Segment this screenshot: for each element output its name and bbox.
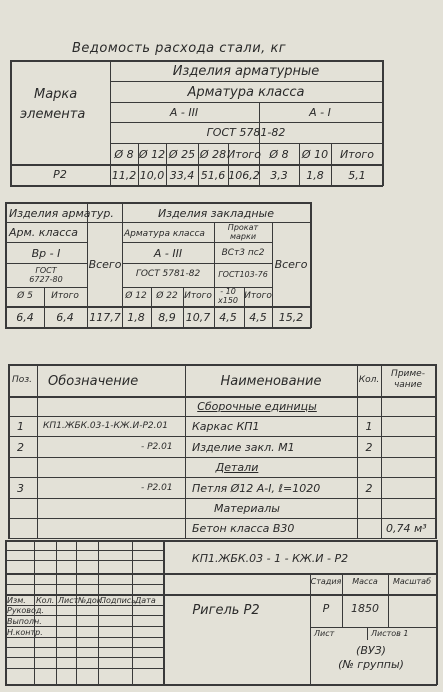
stage-header: Стадия: [310, 577, 342, 586]
subgroup-header: Арматура класса: [187, 85, 305, 100]
note-header-2: чание: [393, 380, 423, 390]
mass-value: 1850: [351, 602, 379, 615]
org-name: (ВУЗ): [356, 644, 386, 657]
row-pos: 2: [17, 441, 24, 454]
row-code: - Р2.01: [141, 442, 173, 452]
group-header: Изделия арматурные: [172, 64, 320, 79]
row-name: Изделие закл. М1: [192, 441, 295, 454]
col-header: Ø 12: [138, 148, 166, 161]
col-header: Итого: [184, 291, 212, 301]
table-cell: 51,6: [200, 169, 226, 182]
sheet-title: Ведомость расхода стали, кг: [72, 41, 287, 56]
row-qty: 1: [365, 420, 373, 433]
col-header: Итого: [51, 291, 79, 301]
col-label: Кол.: [36, 596, 55, 605]
col-header: Ø 25: [168, 148, 196, 161]
sheets-label: Листов 1: [371, 629, 409, 638]
gost-5781-header: ГОСТ 5781-82: [135, 269, 201, 279]
group-number: (№ группы): [338, 658, 404, 671]
mark-header-2: элемента: [20, 107, 86, 122]
note-header-1: Приме-: [391, 369, 425, 379]
row-code: КП1.ЖБК.03-1-КЖ.И-Р2.01: [43, 421, 168, 431]
col-header: - 10: [220, 287, 236, 296]
zaklad-header: Изделия закладные: [158, 207, 274, 220]
vsego-header-2: Всего: [274, 258, 308, 271]
col-header: Итого: [244, 291, 272, 301]
section-materials: Материалы: [214, 502, 280, 515]
role-label: Выполн.: [7, 617, 42, 626]
section-assembly: Сборочные единицы: [197, 400, 317, 413]
row-pos: 1: [17, 420, 24, 433]
armatura-klassa-header: Арматура класса: [124, 229, 205, 239]
col-header: Ø 10: [301, 148, 329, 161]
class-a1-header: A - I: [309, 106, 331, 119]
table-cell: 1,8: [306, 169, 324, 182]
vsego-header-1: Всего: [88, 258, 122, 271]
col-header: Ø 12: [125, 291, 147, 301]
pos-header: Поз.: [12, 375, 32, 385]
table-cell: 33,4: [169, 169, 195, 182]
col-label: Изм.: [7, 596, 26, 605]
row-qty: 2: [365, 441, 373, 454]
qty-header: Кол.: [358, 375, 380, 385]
table-cell: 6,4: [16, 311, 34, 324]
gost-103-header: ГОСТ103-76: [218, 270, 268, 279]
prokat-header: Прокат: [227, 223, 259, 232]
gost-6727-b: 6727-80: [29, 275, 63, 284]
table-cell: 4,5: [219, 311, 237, 324]
gost-header: ГОСТ 5781-82: [206, 126, 286, 139]
col-header: Ø 8: [269, 148, 289, 161]
mark-header-1: Марка: [34, 87, 78, 102]
marki-header: марки: [229, 232, 257, 241]
vst-header: ВСт3 пс2: [221, 248, 265, 258]
class-a3-header: A - III: [169, 106, 199, 119]
table-cell: 10,7: [185, 311, 211, 324]
col-label: Лист: [58, 596, 79, 605]
drawing-name: Ригель Р2: [192, 603, 260, 618]
row-name: Петля Ø12 A-I, ℓ=1020: [192, 482, 321, 495]
table-cell: 10,0: [139, 169, 165, 182]
sheet-label: Лист: [314, 629, 335, 638]
col-header: x150: [217, 296, 239, 305]
table-cell: 6,4: [56, 311, 74, 324]
col-header: Ø 22: [156, 291, 178, 301]
row-qty: 2: [365, 482, 373, 495]
table-cell: 1,8: [127, 311, 145, 324]
col-label: Дата: [135, 596, 156, 605]
table-cell: 4,5: [249, 311, 267, 324]
mass-header: Масса: [352, 577, 378, 586]
table-cell: 117,7: [89, 311, 121, 324]
name-header: Наименование: [220, 374, 322, 389]
table-cell: 15,2: [278, 311, 304, 324]
col-label: №док.: [78, 596, 105, 605]
table-cell: 5,1: [348, 169, 366, 182]
gost-6727-a: ГОСТ: [35, 266, 57, 275]
table-cell: 3,3: [270, 169, 288, 182]
col-header: Ø 28: [199, 148, 227, 161]
row-name: Каркас КП1: [192, 420, 260, 433]
row-code: - Р2.01: [141, 483, 173, 493]
table-cell: 8,9: [158, 311, 176, 324]
bp1-header: Вр - I: [31, 247, 61, 260]
table-cell: 11,2: [111, 169, 137, 182]
row-note: 0,74 м³: [386, 522, 427, 535]
role-label: Н.контр.: [7, 628, 43, 637]
stage-value: Р: [322, 602, 330, 615]
a3-header: A - III: [153, 247, 183, 260]
col-header: Ø 5: [17, 291, 33, 301]
designation-header: Обозначение: [48, 374, 139, 389]
row-pos: 3: [17, 482, 24, 495]
doc-code: КП1.ЖБК.03 - 1 - КЖ.И - Р2: [191, 552, 349, 565]
row-mark: Р2: [53, 168, 67, 181]
scale-header: Масштаб: [392, 577, 432, 586]
col-header: Ø 8: [114, 148, 134, 161]
section-details: Детали: [215, 461, 259, 474]
col-label: Подпись: [100, 596, 136, 605]
col-header: Итого: [340, 148, 374, 161]
row-name: Бетон класса В30: [192, 522, 295, 535]
armat-header: Изделия арматур.: [9, 207, 114, 220]
table-cell: 106,2: [228, 169, 260, 182]
role-label: Руковод.: [7, 606, 44, 615]
arm-klassa-header: Арм. класса: [9, 226, 79, 239]
col-header: Итого: [227, 148, 261, 161]
